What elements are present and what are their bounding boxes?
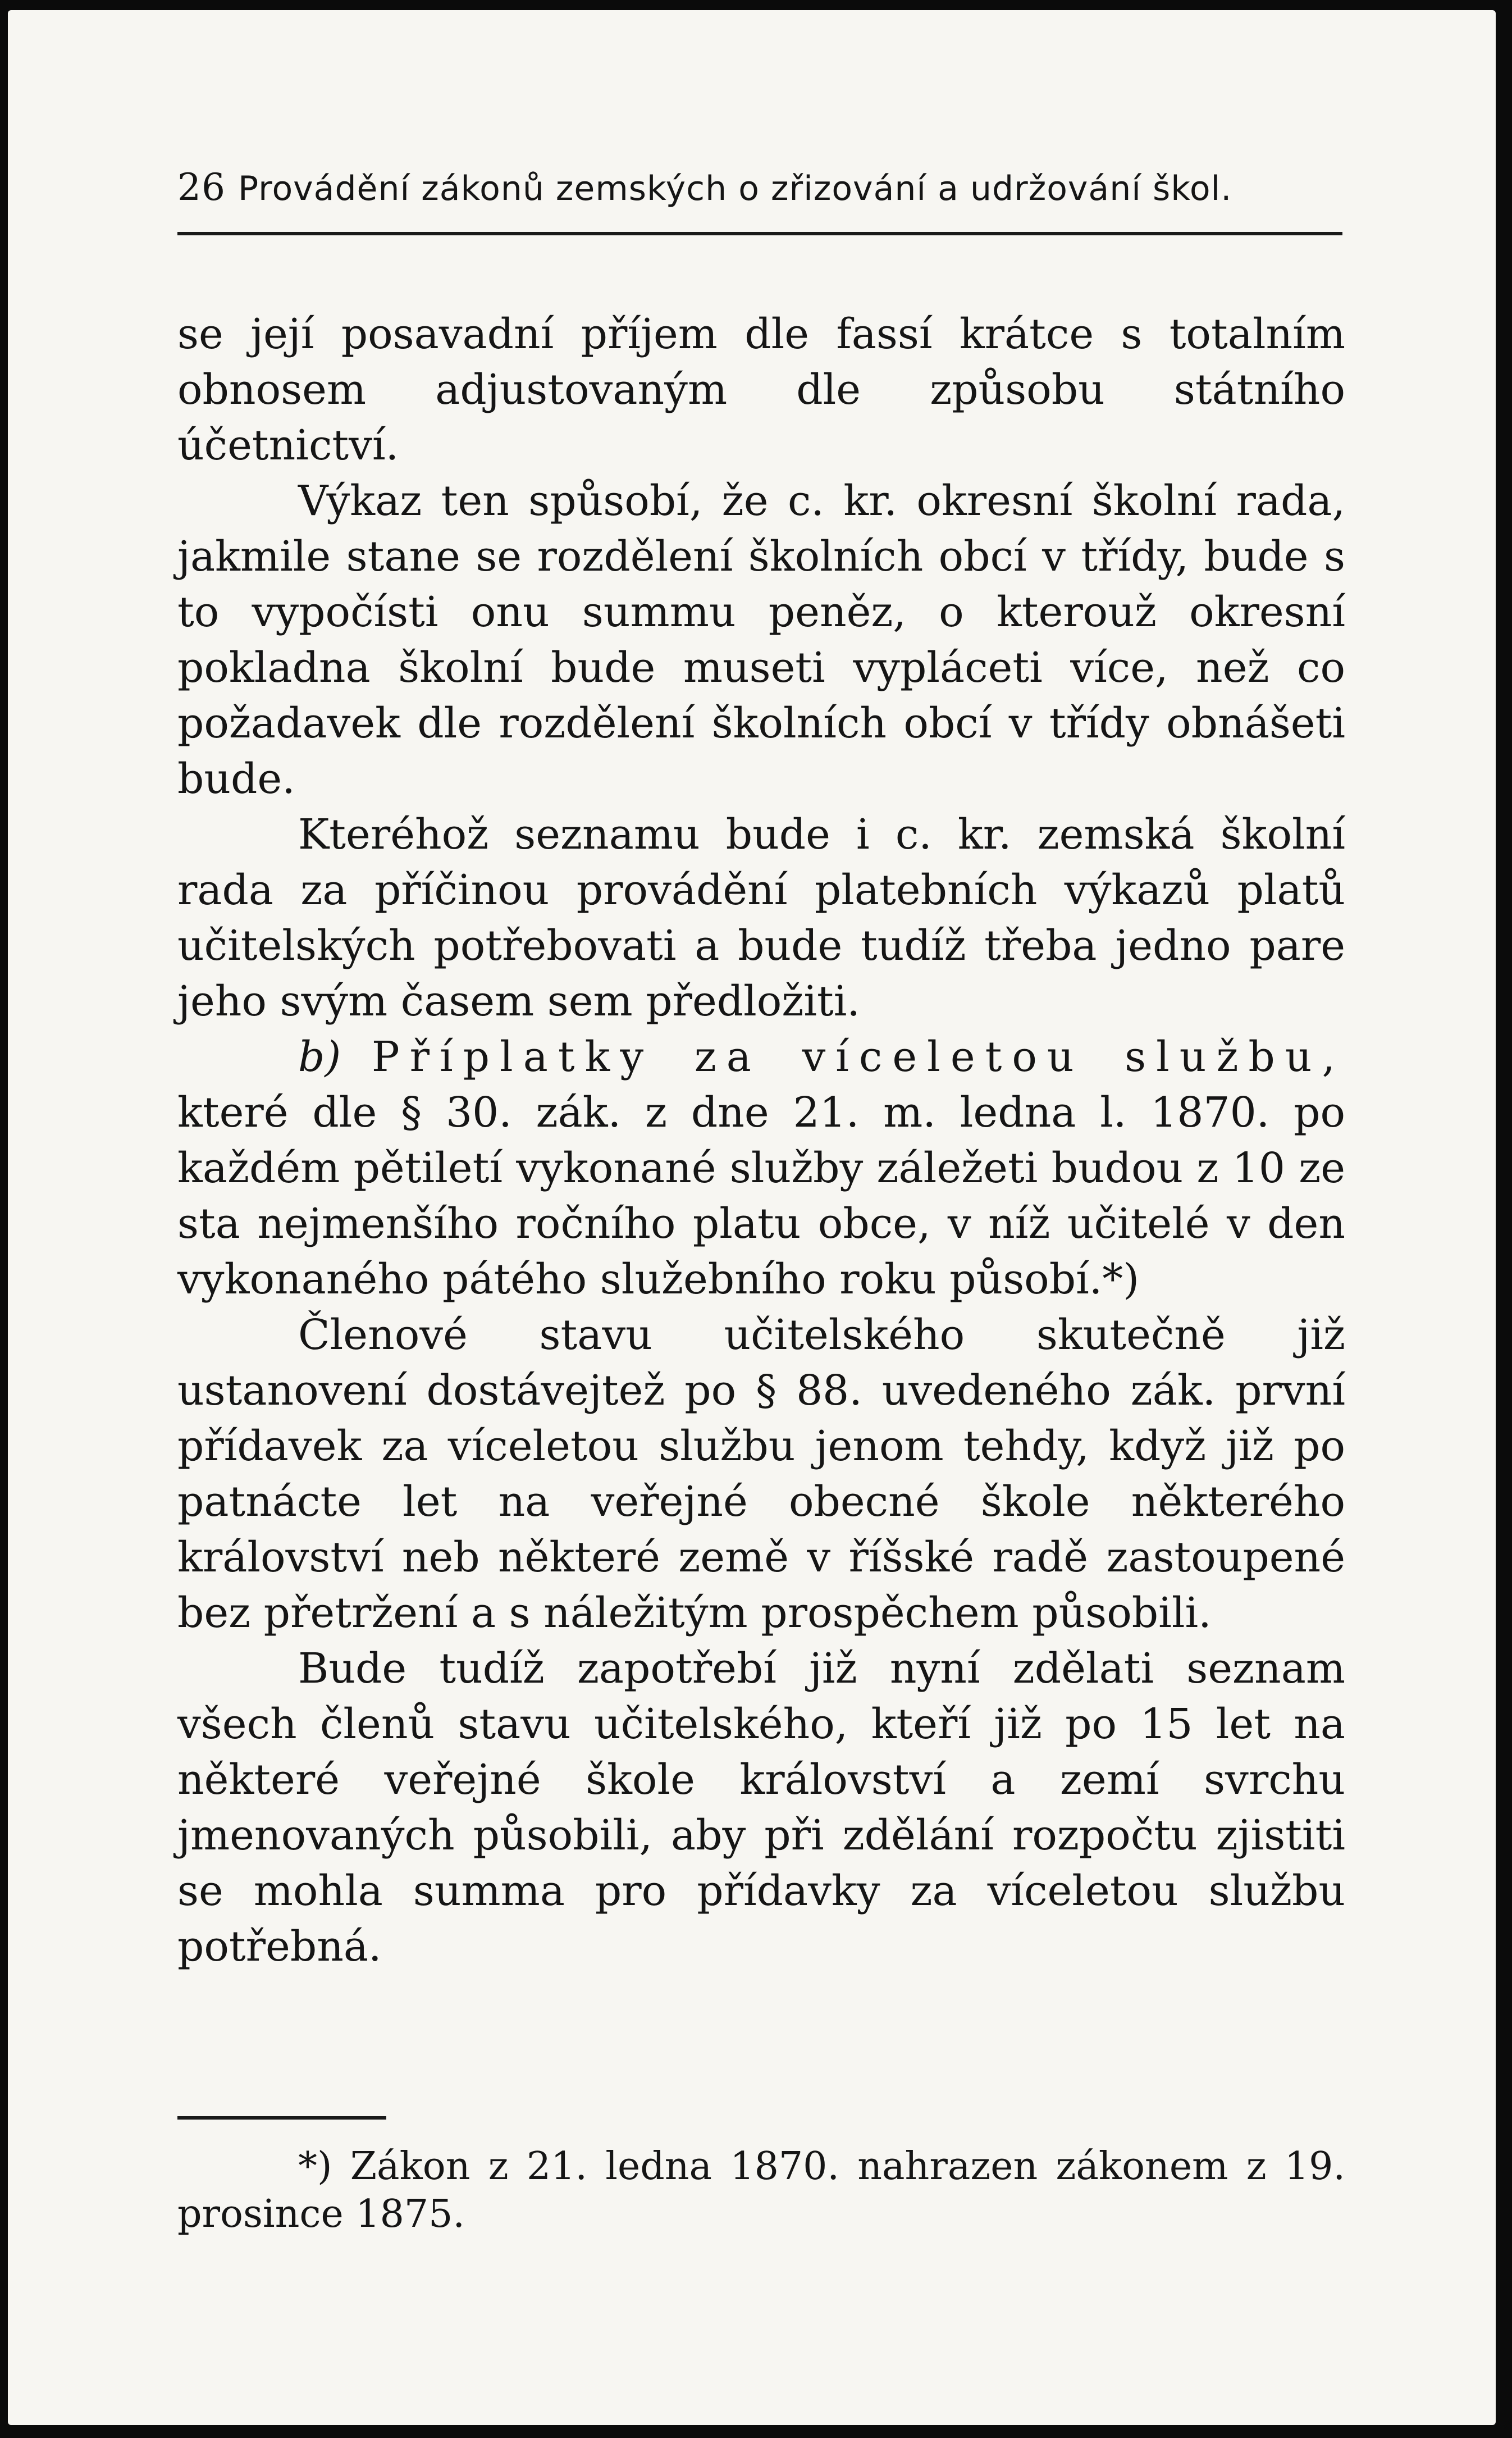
paragraph-2: Výkaz ten spůsobí, že c. kr. okresní školní rada, jakmile stane se rozdělení školních obcí v třídy, bude s to vypočísti onu summu peněz, o kterouž okresní pokladna školní bude museti vypláceti více, než co požadavek dle rozdělení školních obcí v třídy obnášeti bude.	[177, 477, 1345, 803]
footnote	[177, 2143, 1345, 2238]
paragraph-3: Kteréhož seznamu bude i c. kr. zemská školní rada za příčinou provádění platebních výkazů platů učitelských potřebovati a bude tudíž třeba jedno pare jeho svým časem sem předložiti.	[177, 810, 1345, 1026]
paragraph-5: Členové stavu učitelského skutečně již ustanovení dostávejtež po § 88. uvedeného zák. první přídavek za víceletou službu jenom tehdy, když již po patnácte let na veřejné obecné škole některého království neb některé země v říšské radě zastoupené bez přetržení a s náležitým prospěchem působili.	[177, 1311, 1345, 1637]
paragraph-4	[177, 1029, 1345, 1307]
section-label: b)	[298, 1033, 341, 1081]
page-number: 26	[177, 166, 226, 209]
paragraph-1: se její posavadní příjem dle fassí krátce s totalním obnosem adjustovaným dle způsobu státního účetnictví.	[177, 310, 1345, 470]
paragraph-6: Bude tudíž zapotřebí již nyní zdělati seznam všech členů stavu učitelského, kteří již po 15 let na některé veřejné škole království a zemí svrchu jmenovaných působili, aby při zdělání rozpočtu zjistiti se mohla summa pro přídavky za víceletou službu potřebná.	[177, 1644, 1345, 1971]
footnote-text: *) Zákon z 21. ledna 1870. nahrazen zákonem z 19. prosince 1875.	[177, 2144, 1345, 2236]
running-header	[177, 166, 1345, 209]
paragraph-4-text: které dle § 30. zák. z dne 21. m. ledna l. 1870. po každém pětiletí vykonané služby záležeti budou z 10 ze sta nejmenšího ročního platu obce, v níž učitelé v den vykonaného pátého služebního roku působí.*)	[177, 1088, 1345, 1304]
footnote-rule	[177, 2116, 386, 2120]
book-page	[8, 10, 1496, 2425]
header-rule	[177, 232, 1342, 235]
running-title: Provádění zákonů zemských o zřizování a udržování škol.	[237, 169, 1232, 208]
body-text	[177, 307, 1345, 1975]
section-heading: Příplatky za víceletou službu,	[371, 1033, 1345, 1081]
